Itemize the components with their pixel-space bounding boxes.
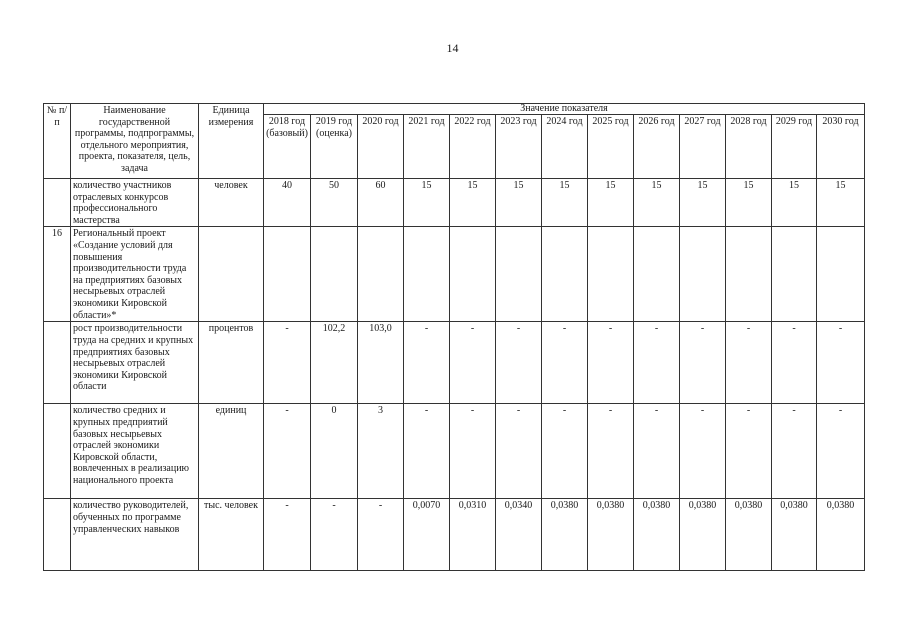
row-name: рост производительности труда на средних и крупных предприятиях базовых несырьевых отраслей экономики Кировской области <box>71 322 199 404</box>
value-cell: 15 <box>542 179 588 227</box>
year-header: 2019 год (оценка) <box>311 115 358 179</box>
value-cell: - <box>450 404 496 499</box>
year-header: 2030 год <box>817 115 865 179</box>
value-cell <box>358 227 404 322</box>
value-cell: 15 <box>772 179 817 227</box>
value-cell <box>264 227 311 322</box>
value-cell <box>450 227 496 322</box>
row-unit: процентов <box>199 322 264 404</box>
value-cell: 103,0 <box>358 322 404 404</box>
row-num <box>44 322 71 404</box>
value-cell: 15 <box>726 179 772 227</box>
value-cell: 0,0380 <box>680 499 726 571</box>
value-cell <box>680 227 726 322</box>
value-cell: - <box>404 322 450 404</box>
header-values-group: Значение показателя <box>264 104 865 115</box>
row-num <box>44 499 71 571</box>
year-header: 2028 год <box>726 115 772 179</box>
value-cell: 102,2 <box>311 322 358 404</box>
row-num <box>44 404 71 499</box>
value-cell: 0,0380 <box>588 499 634 571</box>
header-num: № п/п <box>44 104 71 179</box>
value-cell: - <box>680 404 726 499</box>
value-cell: 0,0380 <box>817 499 865 571</box>
value-cell: 3 <box>358 404 404 499</box>
value-cell: 0,0380 <box>634 499 680 571</box>
value-cell: 0,0070 <box>404 499 450 571</box>
year-header: 2021 год <box>404 115 450 179</box>
year-header: 2029 год <box>772 115 817 179</box>
year-header: 2018 год (базовый) <box>264 115 311 179</box>
value-cell <box>772 227 817 322</box>
value-cell: 15 <box>817 179 865 227</box>
row-name: Региональный проект «Создание условий для повышения производительности труда на предприятиях базовых несырьевых отраслей экономики Кировской области»* <box>71 227 199 322</box>
row-num <box>44 179 71 227</box>
value-cell: 15 <box>634 179 680 227</box>
year-header: 2022 год <box>450 115 496 179</box>
value-cell: 0 <box>311 404 358 499</box>
value-cell <box>496 227 542 322</box>
value-cell: - <box>404 404 450 499</box>
table-row <box>44 404 865 499</box>
value-cell: 15 <box>450 179 496 227</box>
value-cell: - <box>264 499 311 571</box>
table-row <box>44 227 865 322</box>
table-head <box>44 104 865 179</box>
value-cell: 60 <box>358 179 404 227</box>
value-cell: - <box>634 322 680 404</box>
value-cell <box>311 227 358 322</box>
page-number: 14 <box>446 41 459 55</box>
value-cell: - <box>817 322 865 404</box>
row-unit: тыс. человек <box>199 499 264 571</box>
year-header: 2025 год <box>588 115 634 179</box>
value-cell <box>404 227 450 322</box>
row-unit <box>199 227 264 322</box>
value-cell: - <box>726 404 772 499</box>
table-row <box>44 499 865 571</box>
value-cell: - <box>542 404 588 499</box>
value-cell: 0,0310 <box>450 499 496 571</box>
value-cell: - <box>264 404 311 499</box>
value-cell: 0,0380 <box>726 499 772 571</box>
table-row <box>44 179 865 227</box>
value-cell: - <box>817 404 865 499</box>
row-name: количество участников отраслевых конкурсов профессионального мастерства <box>71 179 199 227</box>
value-cell: 40 <box>264 179 311 227</box>
value-cell: 15 <box>680 179 726 227</box>
row-name: количество руководителей, обученных по программе управленческих навыков <box>71 499 199 571</box>
value-cell: - <box>726 322 772 404</box>
value-cell <box>588 227 634 322</box>
year-header: 2026 год <box>634 115 680 179</box>
value-cell: - <box>496 322 542 404</box>
value-cell <box>634 227 680 322</box>
value-cell <box>726 227 772 322</box>
value-cell: - <box>358 499 404 571</box>
table-body <box>44 179 865 571</box>
value-cell: 0,0340 <box>496 499 542 571</box>
header-name: Наименование государственной программы, подпрограммы, отдельного мероприятия, проекта, показателя, цель, задача <box>71 104 199 179</box>
value-cell: - <box>588 404 634 499</box>
year-header: 2020 год <box>358 115 404 179</box>
value-cell: 15 <box>404 179 450 227</box>
year-header: 2027 год <box>680 115 726 179</box>
row-unit: человек <box>199 179 264 227</box>
value-cell: - <box>772 404 817 499</box>
header-unit: Единица измерения <box>199 104 264 179</box>
indicators-table <box>43 103 865 571</box>
value-cell: - <box>450 322 496 404</box>
value-cell: 15 <box>496 179 542 227</box>
row-unit: единиц <box>199 404 264 499</box>
value-cell: 15 <box>588 179 634 227</box>
value-cell: - <box>680 322 726 404</box>
value-cell: 0,0380 <box>542 499 588 571</box>
value-cell: - <box>634 404 680 499</box>
value-cell: - <box>542 322 588 404</box>
value-cell <box>817 227 865 322</box>
year-header: 2023 год <box>496 115 542 179</box>
value-cell: 50 <box>311 179 358 227</box>
table-row <box>44 322 865 404</box>
value-cell: - <box>311 499 358 571</box>
value-cell: - <box>264 322 311 404</box>
value-cell: - <box>772 322 817 404</box>
value-cell <box>542 227 588 322</box>
value-cell: 0,0380 <box>772 499 817 571</box>
row-name: количество средних и крупных предприятий базовых несырьевых отраслей экономики Кировской области, вовлеченных в реализацию национального проекта <box>71 404 199 499</box>
value-cell: - <box>496 404 542 499</box>
row-num: 16 <box>44 227 71 322</box>
value-cell: - <box>588 322 634 404</box>
year-header: 2024 год <box>542 115 588 179</box>
